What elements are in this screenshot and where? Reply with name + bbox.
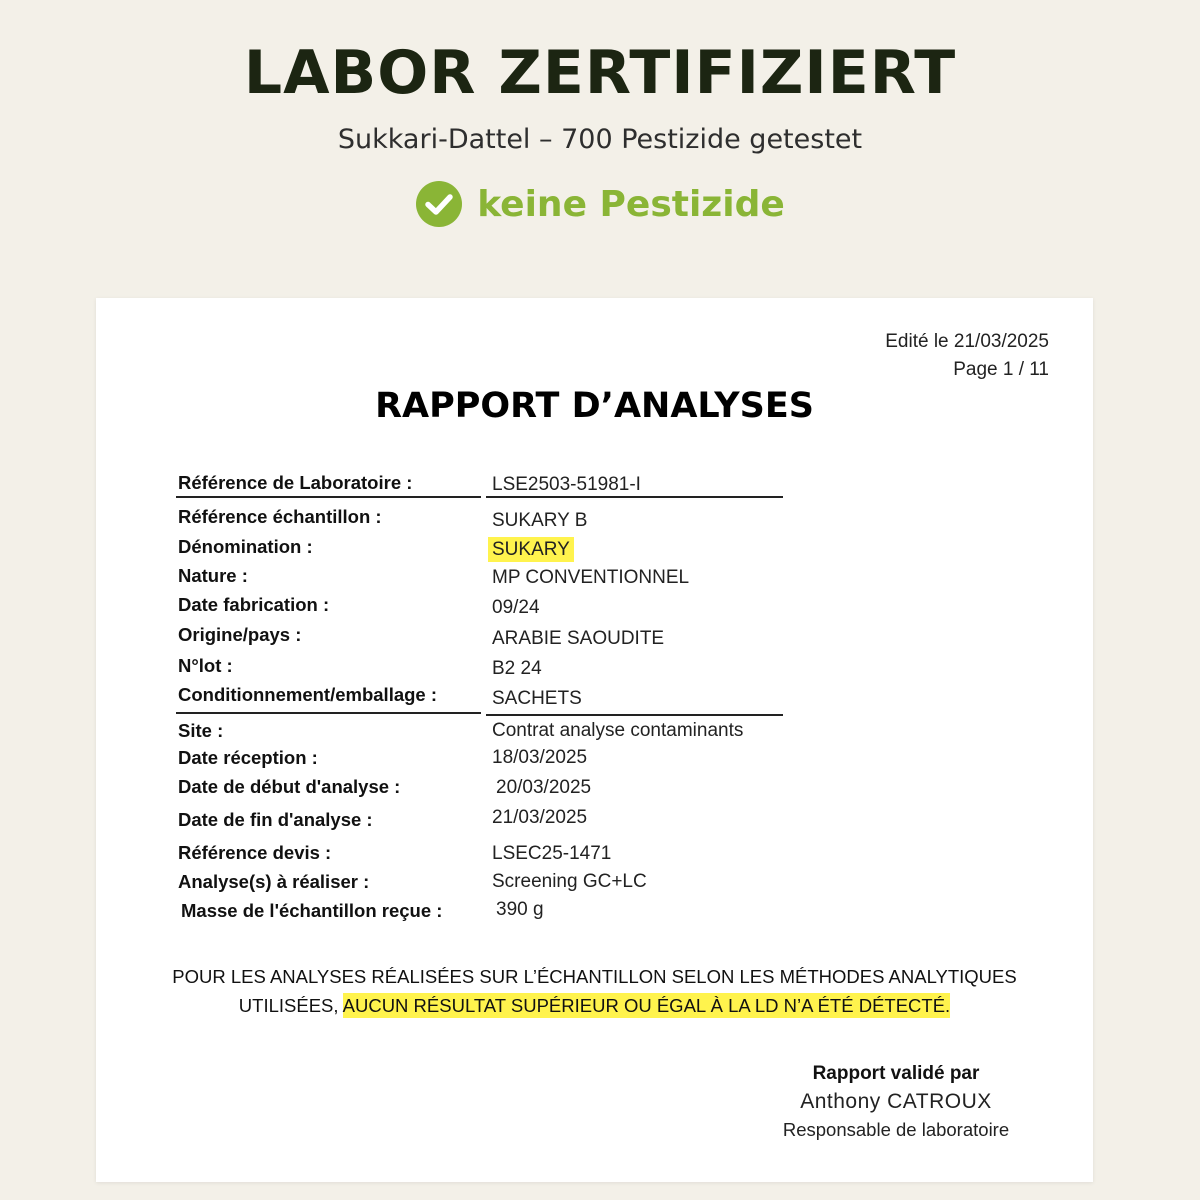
divider bbox=[176, 496, 481, 498]
field-value: ARABIE SAOUDITE bbox=[492, 628, 665, 649]
field-label: Date réception : bbox=[178, 747, 318, 768]
field-value: MP CONVENTIONNEL bbox=[492, 567, 690, 588]
field-value: SACHETS bbox=[492, 688, 582, 709]
field-value: 09/24 bbox=[492, 597, 540, 618]
result-statement bbox=[146, 962, 1043, 1020]
field-label: Dénomination : bbox=[178, 536, 313, 557]
page-headline: LABOR ZERTIFIZIERT bbox=[243, 38, 957, 108]
page-subtitle: Sukkari-Dattel – 700 Pestizide getestet bbox=[337, 124, 863, 155]
field-label: N°lot : bbox=[178, 655, 233, 676]
field-value: SUKARY B bbox=[492, 510, 588, 531]
field-label: Date de fin d'analyse : bbox=[178, 809, 373, 830]
field-value: B2 24 bbox=[492, 658, 542, 679]
field-label: Conditionnement/emballage : bbox=[178, 684, 438, 705]
field-value bbox=[492, 539, 574, 561]
validated-by-label: Rapport validé par bbox=[812, 1063, 980, 1084]
edit-date: Edité le 21/03/2025 bbox=[885, 331, 1049, 352]
field-label: Nature : bbox=[178, 565, 248, 586]
divider bbox=[486, 714, 783, 716]
field-label: Analyse(s) à réaliser : bbox=[178, 871, 370, 892]
badge-label: keine Pestizide bbox=[477, 183, 785, 225]
field-label: Date fabrication : bbox=[178, 594, 330, 615]
field-value: 20/03/2025 bbox=[496, 777, 592, 798]
field-value: 18/03/2025 bbox=[492, 747, 588, 768]
validation-block bbox=[746, 1060, 1046, 1143]
validator-name: Anthony CATROUX bbox=[800, 1090, 992, 1113]
page-number: Page 1 / 11 bbox=[953, 359, 1049, 380]
field-label: Origine/pays : bbox=[178, 624, 302, 645]
divider bbox=[176, 712, 481, 714]
divider bbox=[486, 496, 783, 498]
field-label: Date de début d'analyse : bbox=[178, 776, 401, 797]
field-label: Référence devis : bbox=[178, 842, 332, 863]
field-value: 21/03/2025 bbox=[492, 807, 588, 828]
analysis-report-document bbox=[96, 298, 1093, 1182]
report-title: RAPPORT D’ANALYSES bbox=[375, 386, 814, 426]
field-value: Screening GC+LC bbox=[492, 871, 647, 892]
field-label: Masse de l'échantillon reçue : bbox=[181, 900, 443, 921]
highlighted-value: SUKARY bbox=[488, 537, 574, 562]
check-circle-icon bbox=[415, 180, 463, 228]
report-edit-info bbox=[885, 328, 1049, 384]
no-pesticides-badge bbox=[0, 180, 1200, 228]
field-label: Référence échantillon : bbox=[178, 506, 382, 527]
result-statement-text: POUR LES ANALYSES RÉALISÉES SUR L’ÉCHANTILLON SELON LES MÉTHODES ANALYTIQUES UTILISÉES, bbox=[172, 966, 1017, 1016]
validator-role: Responsable de laboratoire bbox=[782, 1119, 1010, 1140]
field-label: Site : bbox=[178, 720, 224, 741]
field-value: Contrat analyse contaminants bbox=[492, 720, 744, 741]
field-value: LSEC25-1471 bbox=[492, 843, 612, 864]
field-value: 390 g bbox=[496, 899, 544, 920]
field-value: LSE2503-51981-I bbox=[492, 474, 641, 495]
result-statement-highlight: AUCUN RÉSULTAT SUPÉRIEUR OU ÉGAL À LA LD N’A ÉTÉ DÉTECTÉ. bbox=[342, 995, 951, 1016]
field-label: Référence de Laboratoire : bbox=[178, 472, 413, 493]
